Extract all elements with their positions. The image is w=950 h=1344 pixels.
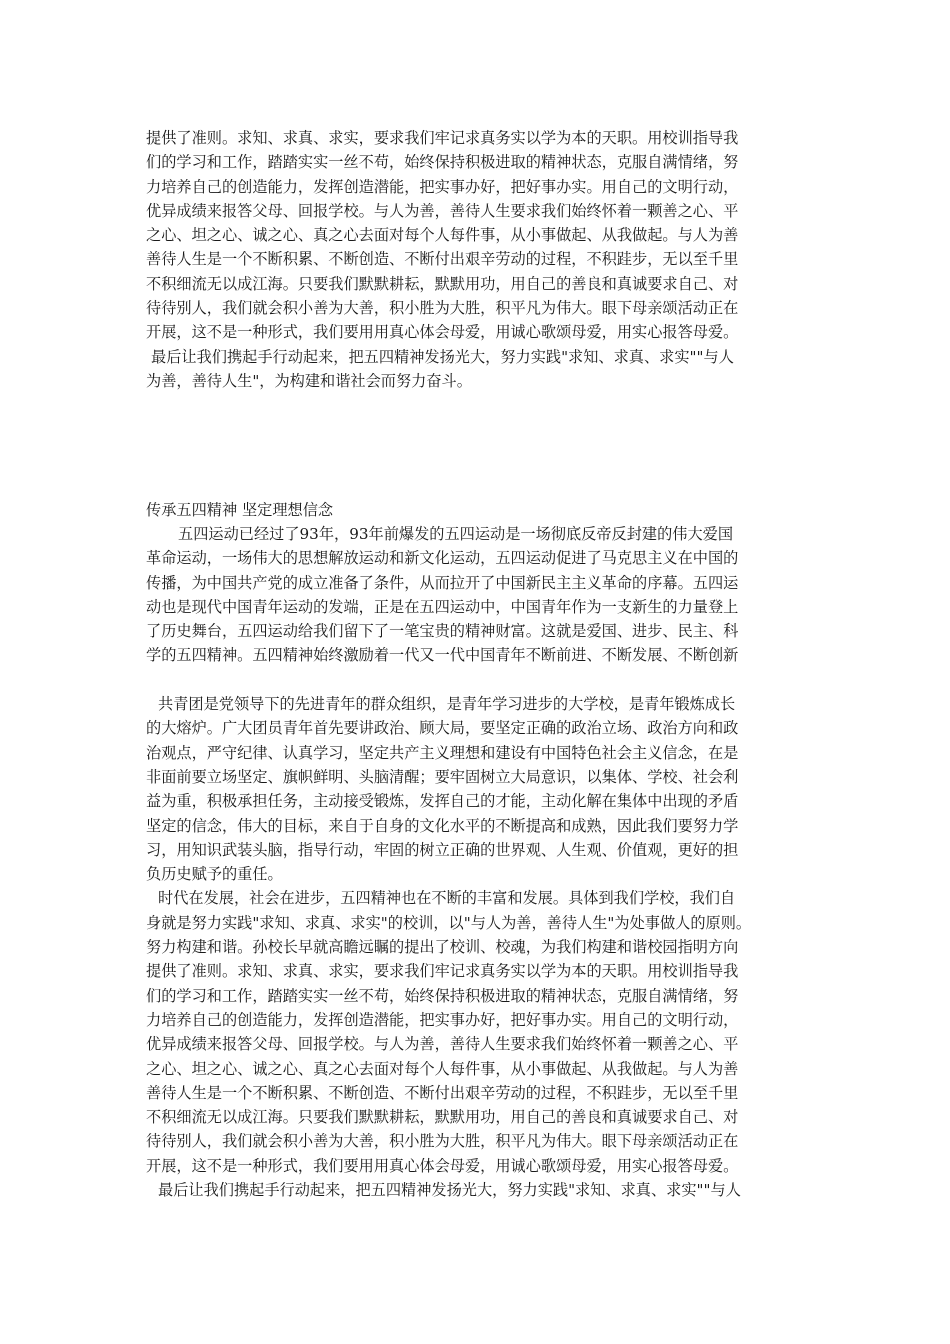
text-line: 们的学习和工作，踏踏实实一丝不苟，始终保持积极进取的精神状态，克服自满情绪，努	[146, 986, 739, 1005]
paragraph-3	[146, 886, 826, 1202]
text-line: 身就是努力实践"求知、求真、求实"的校训，以"与人为善，善待人生"为处事做人的原则。	[146, 913, 752, 932]
paragraph-1	[146, 522, 826, 668]
section-essay	[146, 498, 826, 1202]
text-line: 治观点，严守纪律、认真学习，坚定共产主义理想和建设有中国特色社会主义信念，在是	[146, 743, 739, 762]
text-line: 的大熔炉。广大团员青年首先要讲政治、顾大局，要坚定正确的政治立场、政治方向和政	[146, 719, 739, 738]
text-line: 不积细流无以成江海。只要我们默默耕耘，默默用功，用自己的善良和真诚要求自己、对	[146, 274, 739, 293]
text-line: 为善，善待人生"，为构建和谐社会而努力奋斗。	[146, 371, 472, 390]
text-line: 们的学习和工作，踏踏实实一丝不苟，始终保持积极进取的精神状态，克服自满情绪，努	[146, 153, 739, 172]
text-line: 提供了准则。求知、求真、求实，要求我们牢记求真务实以学为本的天职。用校训指导我	[146, 962, 739, 981]
text-line: 五四运动已经过了93年，93年前爆发的五四运动是一场彻底反帝反封建的伟大爱国	[178, 525, 734, 543]
text-line: 非面前要立场坚定、旗帜鲜明、头脑清醒；要牢固树立大局意识，以集体、学校、社会利	[146, 767, 739, 786]
text-line: 开展，这不是一种形式，我们要用用真心体会母爱，用诚心歌颂母爱，用实心报答母爱。	[146, 1156, 739, 1175]
text-line: 努力构建和谐。孙校长早就高瞻远瞩的提出了校训、校魂，为我们构建和谐校园指明方向	[146, 938, 739, 957]
paragraph-2	[146, 692, 826, 886]
text-line: 最后让我们携起手行动起来，把五四精神发扬光大，努力实践"求知、求真、求实""与人	[151, 347, 734, 366]
text-line: 优异成绩来报答父母、回报学校。与人为善，善待人生要求我们始终怀着一颗善之心、平	[146, 201, 739, 220]
blank-line	[146, 668, 826, 692]
text-line: 时代在发展，社会在进步，五四精神也在不断的丰富和发展。具体到我们学校，我们自	[158, 889, 736, 908]
text-line: 优异成绩来报答父母、回报学校。与人为善，善待人生要求我们始终怀着一颗善之心、平	[146, 1035, 739, 1054]
text-line: 之心、坦之心、诚之心、真之心去面对每个人每件事，从小事做起、从我做起。与人为善	[146, 1059, 739, 1078]
text-line: 待待别人，我们就会积小善为大善，积小胜为大胜，积平凡为伟大。眼下母亲颂活动正在	[146, 299, 739, 318]
text-line: 力培养自己的创造能力，发挥创造潜能，把实事办好，把好事办实。用自己的文明行动，	[146, 1010, 739, 1029]
text-line: 动也是现代中国青年运动的发端，正是在五四运动中，中国青年作为一支新生的力量登上	[146, 597, 739, 616]
section-continuation	[146, 126, 826, 393]
text-line: 最后让我们携起手行动起来，把五四精神发扬光大，努力实践"求知、求真、求实""与人	[158, 1181, 741, 1200]
text-line: 力培养自己的创造能力，发挥创造潜能，把实事办好，把好事办实。用自己的文明行动，	[146, 177, 739, 196]
text-line: 善待人生是一个不断积累、不断创造、不断付出艰辛劳动的过程，不积跬步，无以至千里	[146, 1083, 739, 1102]
essay-title: 传承五四精神 坚定理想信念	[146, 501, 334, 519]
text-line: 共青团是党领导下的先进青年的群众组织，是青年学习进步的大学校，是青年锻炼成长	[158, 695, 736, 714]
text-line: 提供了准则。求知、求真、求实，要求我们牢记求真务实以学为本的天职。用校训指导我	[146, 129, 739, 147]
text-line: 之心、坦之心、诚之心、真之心去面对每个人每件事，从小事做起、从我做起。与人为善	[146, 226, 739, 245]
text-line: 善待人生是一个不断积累、不断创造、不断付出艰辛劳动的过程，不积跬步，无以至千里	[146, 250, 739, 269]
text-line: 不积细流无以成江海。只要我们默默耕耘，默默用功，用自己的善良和真诚要求自己、对	[146, 1108, 739, 1127]
text-line: 革命运动，一场伟大的思想解放运动和新文化运动，五四运动促进了马克思主义在中国的	[146, 549, 739, 568]
text-line: 待待别人，我们就会积小善为大善，积小胜为大胜，积平凡为伟大。眼下母亲颂活动正在	[146, 1132, 739, 1151]
text-line: 坚定的信念，伟大的目标，来自于自身的文化水平的不断提高和成熟，因此我们要努力学	[146, 816, 739, 835]
text-line: 开展，这不是一种形式，我们要用用真心体会母爱，用诚心歌颂母爱，用实心报答母爱。	[146, 323, 739, 342]
text-line: 习，用知识武装头脑，指导行动，牢固的树立正确的世界观、人生观、价值观，更好的担	[146, 840, 739, 859]
text-line: 负历史赋予的重任。	[146, 865, 283, 884]
text-line: 学的五四精神。五四精神始终激励着一代又一代中国青年不断前进、不断发展、不断创新	[146, 646, 739, 665]
text-line: 益为重，积极承担任务，主动接受锻炼，发挥自己的才能，主动化解在集体中出现的矛盾	[146, 792, 739, 811]
text-line: 传播，为中国共产党的成立准备了条件，从而拉开了中国新民主主义革命的序幕。五四运	[146, 573, 739, 592]
text-line: 了历史舞台，五四运动给我们留下了一笔宝贵的精神财富。这就是爱国、进步、民主、科	[146, 622, 739, 641]
